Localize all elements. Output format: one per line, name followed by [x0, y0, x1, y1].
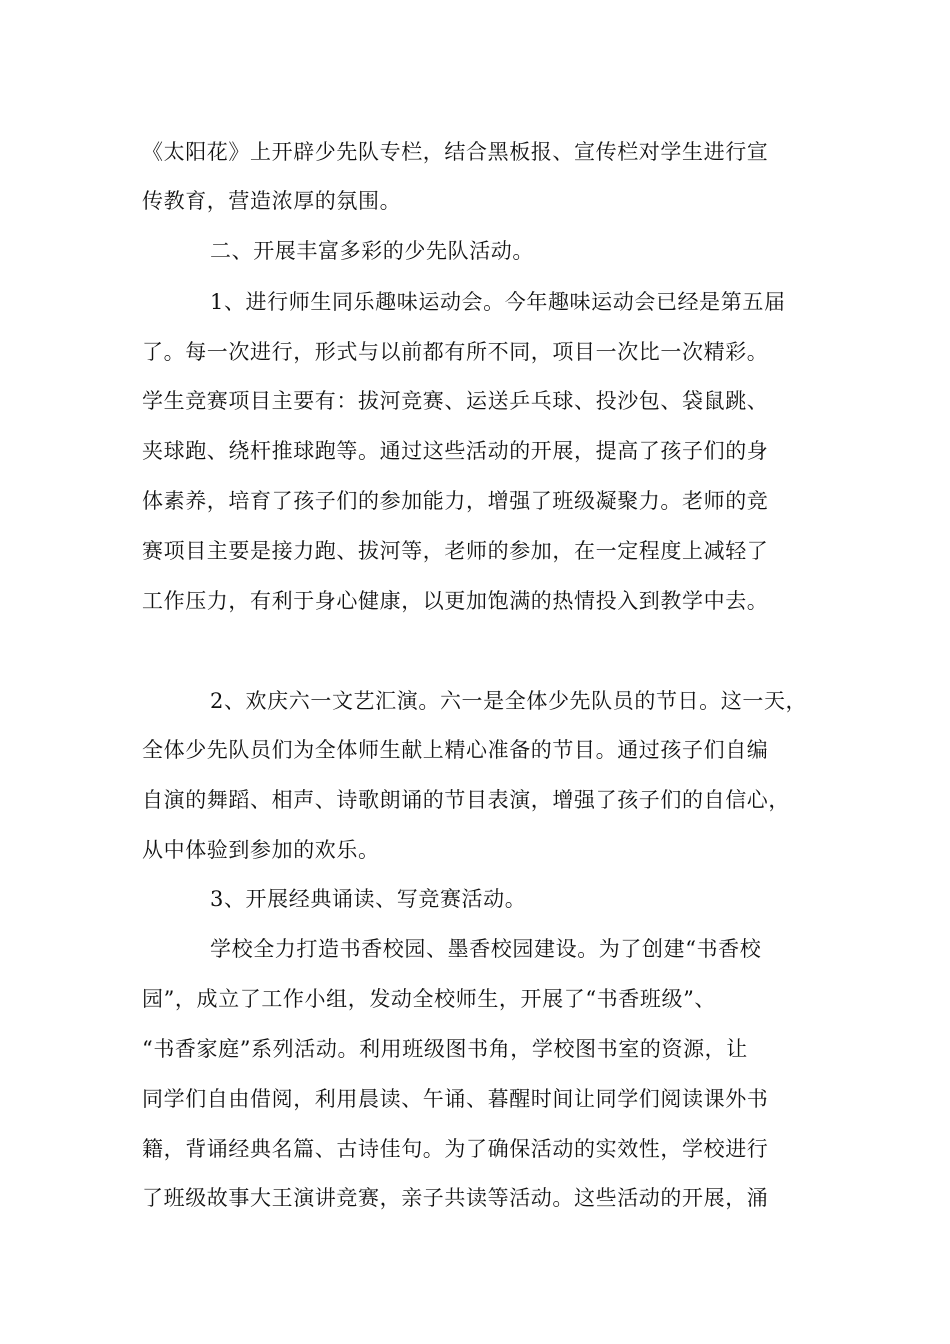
text-line: 学生竞赛项目主要有：拔河竞赛、运送乒乓球、投沙包、袋鼠跳、	[142, 389, 769, 413]
text-line: 了班级故事大王演讲竞赛，亲子共读等活动。这些活动的开展，涌	[142, 1186, 769, 1210]
text-line: 夹球跑、绕杆推球跑等。通过这些活动的开展，提高了孩子们的身	[142, 439, 769, 463]
text-line: 传教育，营造浓厚的氛围。	[142, 189, 402, 213]
text-line: 籍，背诵经典名篇、古诗佳句。为了确保活动的实效性，学校进行	[142, 1137, 769, 1161]
text-line: 从中体验到参加的欢乐。	[142, 838, 380, 862]
text-line: 《太阳花》上开辟少先队专栏，结合黑板报、宣传栏对学生进行宣	[142, 140, 769, 164]
section-heading: 3、开展经典诵读、写竞赛活动。	[210, 887, 527, 911]
text-line: 2、欢庆六一文艺汇演。六一是全体少先队员的节日。这一天，	[210, 689, 808, 713]
text-line: 同学们自由借阅，利用晨读、午诵、暮醒时间让同学们阅读课外书	[142, 1087, 769, 1111]
text-line: 1、进行师生同乐趣味运动会。今年趣味运动会已经是第五届	[210, 290, 786, 314]
text-line: 了。每一次进行，形式与以前都有所不同，项目一次比一次精彩。	[142, 340, 769, 364]
text-line: 自演的舞蹈、相声、诗歌朗诵的节目表演，增强了孩子们的自信心，	[142, 788, 790, 812]
text-line: 赛项目主要是接力跑、拔河等，老师的参加，在一定程度上减轻了	[142, 539, 769, 563]
text-line: 园”，成立了工作小组，发动全校师生，开展了“书香班级”、	[142, 987, 717, 1011]
section-heading: 二、开展丰富多彩的少先队活动。	[210, 239, 534, 263]
text-line: 工作压力，有利于身心健康，以更加饱满的热情投入到教学中去。	[142, 589, 769, 613]
text-line: 体素养，培育了孩子们的参加能力，增强了班级凝聚力。老师的竞	[142, 489, 769, 513]
text-line: “书香家庭”系列活动。利用班级图书角，学校图书室的资源，让	[142, 1037, 748, 1061]
text-line: 全体少先队员们为全体师生献上精心准备的节目。通过孩子们自编	[142, 738, 769, 762]
text-line: 学校全力打造书香校园、墨香校园建设。为了创建“书香校	[210, 937, 762, 961]
